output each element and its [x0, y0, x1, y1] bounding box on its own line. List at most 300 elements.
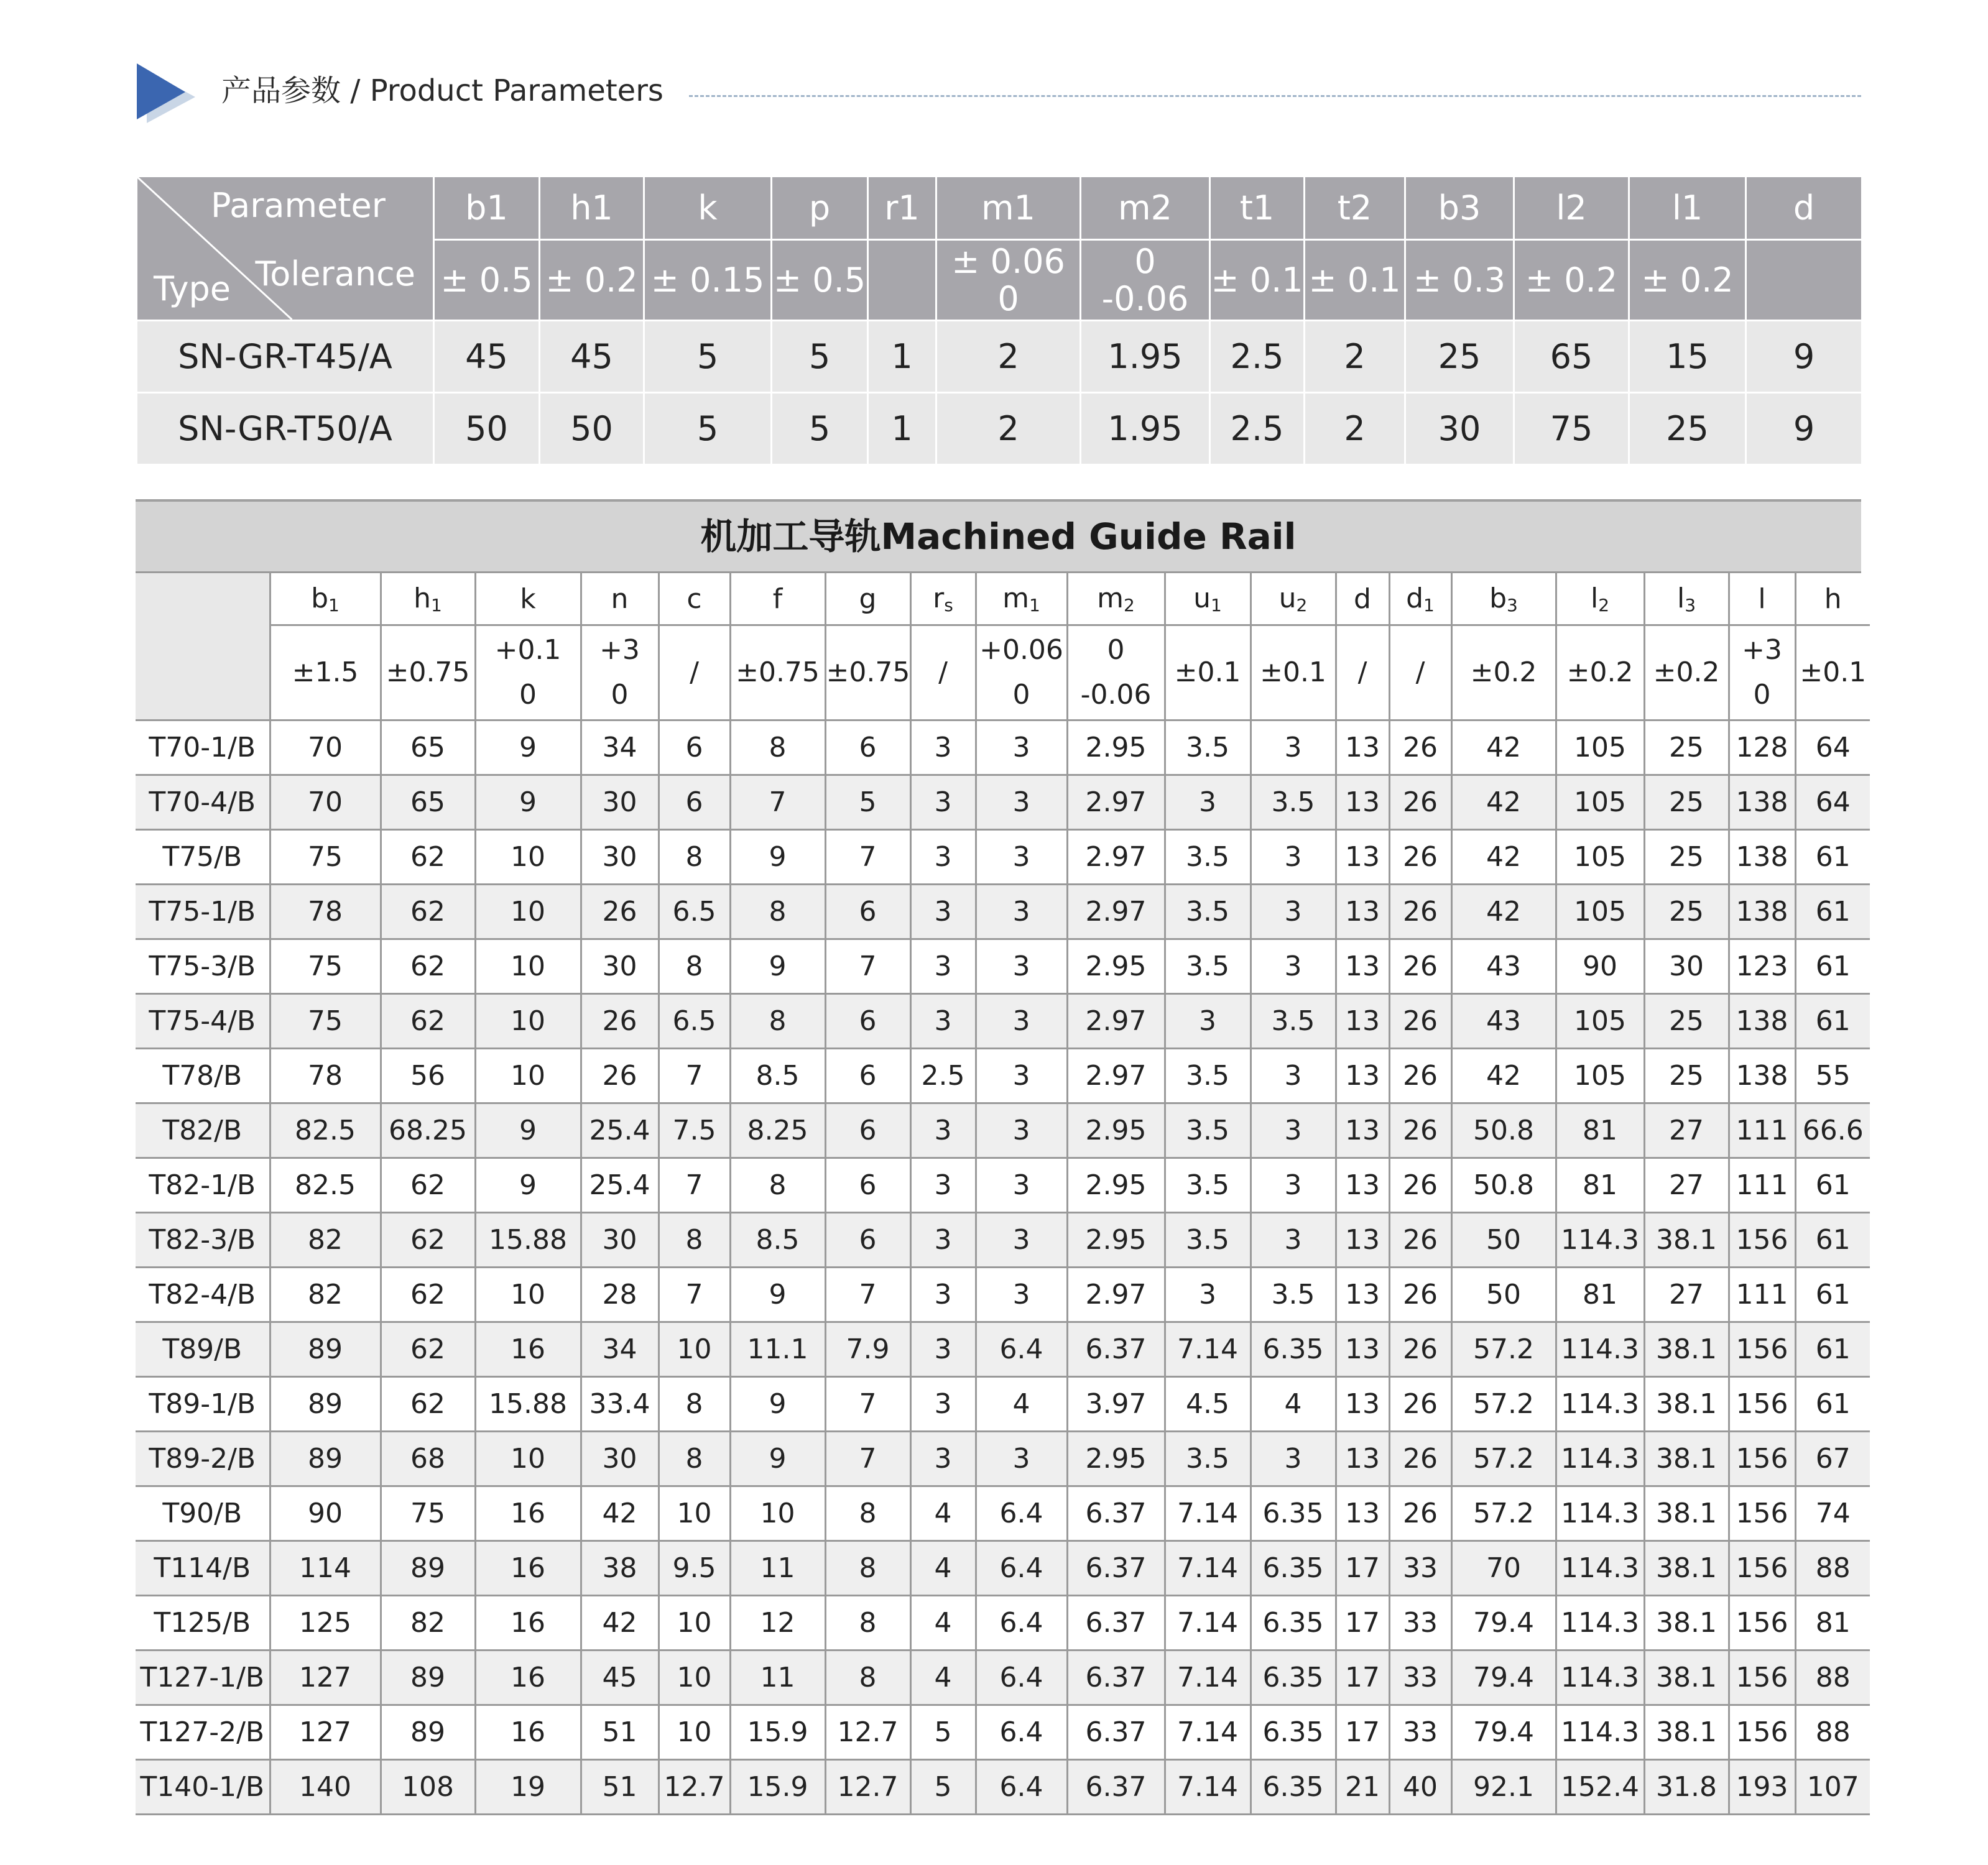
value-cell: 42 [581, 1486, 659, 1541]
value-cell: 5 [910, 1760, 976, 1815]
type-cell: T82/B [136, 1103, 270, 1158]
value-cell: 89 [270, 1377, 381, 1432]
value-cell: 2.97 [1067, 1268, 1165, 1322]
value-cell: 7.14 [1165, 1596, 1251, 1651]
value-cell: 27 [1644, 1103, 1729, 1158]
tolerance-line: ±0.1 [1260, 656, 1326, 688]
param-header-b3: b3 [1405, 177, 1514, 240]
machined-guide-rail-section [136, 499, 1867, 1815]
value-cell: 62 [381, 1213, 475, 1268]
param-base: n [611, 583, 629, 615]
value-cell: 82 [270, 1213, 381, 1268]
value-cell: 26 [1389, 1049, 1451, 1103]
value-cell: 3 [910, 830, 976, 885]
value-cell: 30 [581, 939, 659, 994]
value-cell: 3 [976, 885, 1067, 939]
value-cell: 9.5 [659, 1541, 730, 1596]
tolerance-line: 0 [1012, 679, 1030, 711]
tolerance-line: ±0.75 [736, 656, 820, 688]
value-cell: 90 [1556, 939, 1644, 994]
value-cell: 3 [1165, 775, 1251, 830]
value-cell: 13 [1336, 721, 1389, 775]
table-row [136, 1596, 1870, 1651]
value-cell: 33 [1389, 1596, 1451, 1651]
value-cell: 6.4 [976, 1596, 1067, 1651]
value-cell: 88 [1795, 1705, 1870, 1760]
type-cell: T89/B [136, 1322, 270, 1377]
value-cell: 15.9 [730, 1705, 825, 1760]
value-cell: 3 [910, 775, 976, 830]
table-row [136, 885, 1870, 939]
value-cell: 9 [730, 1268, 825, 1322]
value-cell: 3 [976, 1049, 1067, 1103]
value-cell-d: 9 [1746, 393, 1862, 465]
value-cell: 19 [475, 1760, 581, 1815]
type-cell: T82-4/B [136, 1268, 270, 1322]
value-cell: 65 [381, 775, 475, 830]
value-cell: 26 [581, 994, 659, 1049]
value-cell: 62 [381, 830, 475, 885]
value-cell: 67 [1795, 1432, 1870, 1486]
value-cell: 26 [1389, 994, 1451, 1049]
tolerance-cell [381, 625, 475, 721]
value-cell: 123 [1729, 939, 1795, 994]
value-cell: 15.88 [475, 1213, 581, 1268]
value-cell: 4 [910, 1651, 976, 1705]
value-cell: 114.3 [1556, 1651, 1644, 1705]
value-cell: 3 [1251, 939, 1336, 994]
type-cell: T127-1/B [136, 1651, 270, 1705]
value-cell: 50.8 [1451, 1103, 1556, 1158]
tolerance-cell [1795, 625, 1870, 721]
value-cell: 13 [1336, 885, 1389, 939]
param-header-h1: h1 [540, 177, 644, 240]
value-cell: 89 [381, 1705, 475, 1760]
type-cell: T75-1/B [136, 885, 270, 939]
param-base: h [414, 582, 432, 614]
value-cell: 8 [825, 1651, 910, 1705]
value-cell: 13 [1336, 1158, 1389, 1213]
value-cell: 30 [581, 1213, 659, 1268]
value-cell: 27 [1644, 1158, 1729, 1213]
tolerance-line: ± 0.06 [951, 241, 1065, 281]
value-cell-m2: 1.95 [1081, 393, 1210, 465]
value-cell: 8 [825, 1541, 910, 1596]
param-header-l [1729, 573, 1795, 625]
param-header-l3 [1644, 573, 1729, 625]
value-cell: 3 [910, 1377, 976, 1432]
value-cell: 50.8 [1451, 1158, 1556, 1213]
value-cell: 114.3 [1556, 1432, 1644, 1486]
value-cell: 88 [1795, 1651, 1870, 1705]
parameter-type-corner [137, 177, 434, 321]
value-cell: 64 [1795, 775, 1870, 830]
tolerance-cell [730, 625, 825, 721]
value-cell: 50 [1451, 1268, 1556, 1322]
value-cell: 5 [910, 1705, 976, 1760]
tolerance-line: ±0.2 [1566, 656, 1634, 688]
value-cell-b1: 50 [434, 393, 540, 465]
value-cell: 3 [910, 885, 976, 939]
value-cell: 10 [475, 994, 581, 1049]
value-cell: 88 [1795, 1541, 1870, 1596]
param-base: l [1676, 582, 1685, 614]
value-cell: 128 [1729, 721, 1795, 775]
value-cell: 75 [270, 939, 381, 994]
value-cell: 3 [976, 830, 1067, 885]
tolerance-cell [475, 625, 581, 721]
value-cell: 7 [659, 1049, 730, 1103]
tolerance-line: / [938, 656, 948, 688]
param-base: m [1002, 582, 1030, 614]
param-base: f [772, 583, 783, 615]
play-arrow-icon [136, 62, 204, 124]
value-cell: 7 [825, 1432, 910, 1486]
tolerance-line: ± 0.15 [650, 260, 765, 300]
value-cell: 3.5 [1251, 775, 1336, 830]
type-cell: SN-GR-T50/A [137, 393, 434, 465]
tolerance-cell-k [644, 240, 772, 321]
value-cell: 6 [825, 885, 910, 939]
value-cell: 45 [581, 1651, 659, 1705]
value-cell: 105 [1556, 775, 1644, 830]
value-cell: 6.35 [1251, 1760, 1336, 1815]
value-cell: 51 [581, 1760, 659, 1815]
value-cell: 8.5 [730, 1049, 825, 1103]
tolerance-line: ± 0.5 [773, 260, 866, 300]
table-row [136, 1213, 1870, 1268]
value-cell: 111 [1729, 1103, 1795, 1158]
value-cell: 81 [1795, 1596, 1870, 1651]
type-cell: T82-1/B [136, 1158, 270, 1213]
value-cell: 6 [825, 994, 910, 1049]
value-cell: 15.88 [475, 1377, 581, 1432]
value-cell: 26 [1389, 1268, 1451, 1322]
value-cell: 114.3 [1556, 1486, 1644, 1541]
tolerance-cell-h1 [540, 240, 644, 321]
type-header-cell [136, 573, 270, 721]
value-cell: 3 [1165, 994, 1251, 1049]
corner-type-label: Type [154, 269, 231, 308]
value-cell: 7 [825, 830, 910, 885]
value-cell: 62 [381, 994, 475, 1049]
value-cell: 33 [1389, 1651, 1451, 1705]
value-cell: 9 [730, 939, 825, 994]
value-cell: 3 [976, 721, 1067, 775]
value-cell: 79.4 [1451, 1705, 1556, 1760]
value-cell: 26 [1389, 1432, 1451, 1486]
tolerance-cell [1644, 625, 1729, 721]
value-cell: 10 [659, 1651, 730, 1705]
param-subscript: 2 [1296, 594, 1308, 615]
value-cell: 38.1 [1644, 1651, 1729, 1705]
param-header-d1 [1389, 573, 1451, 625]
value-cell: 156 [1729, 1596, 1795, 1651]
tolerance-cell [1165, 625, 1251, 721]
value-cell: 5 [825, 775, 910, 830]
tolerance-line: -0.06 [1101, 279, 1189, 318]
value-cell: 8 [730, 721, 825, 775]
type-cell: T125/B [136, 1596, 270, 1651]
param-header-m1 [976, 573, 1067, 625]
value-cell: 68.25 [381, 1103, 475, 1158]
value-cell: 38.1 [1644, 1486, 1729, 1541]
param-header-b3 [1451, 573, 1556, 625]
value-cell: 26 [1389, 775, 1451, 830]
value-cell-h1: 50 [540, 393, 644, 465]
param-header-h [1795, 573, 1870, 625]
value-cell: 7 [659, 1158, 730, 1213]
value-cell: 34 [581, 721, 659, 775]
param-header-k [475, 573, 581, 625]
param-base: h [1824, 583, 1842, 615]
value-cell: 92.1 [1451, 1760, 1556, 1815]
value-cell: 3 [1251, 1158, 1336, 1213]
value-cell: 111 [1729, 1158, 1795, 1213]
value-cell-l1: 15 [1629, 321, 1746, 393]
param-header-t1: t1 [1210, 177, 1305, 240]
value-cell: 61 [1795, 1158, 1870, 1213]
dashed-divider [689, 95, 1861, 97]
value-cell: 10 [475, 1049, 581, 1103]
value-cell: 156 [1729, 1322, 1795, 1377]
value-cell: 61 [1795, 1322, 1870, 1377]
value-cell: 3.5 [1251, 1268, 1336, 1322]
type-cell: T140-1/B [136, 1760, 270, 1815]
value-cell: 25.4 [581, 1103, 659, 1158]
value-cell: 43 [1451, 994, 1556, 1049]
value-cell: 3 [1165, 1268, 1251, 1322]
value-cell: 13 [1336, 1322, 1389, 1377]
value-cell: 38.1 [1644, 1377, 1729, 1432]
table-row [137, 321, 1862, 393]
value-cell: 3 [910, 1103, 976, 1158]
value-cell: 105 [1556, 1049, 1644, 1103]
type-cell: T78/B [136, 1049, 270, 1103]
type-cell: T89-1/B [136, 1377, 270, 1432]
value-cell: 12.7 [659, 1760, 730, 1815]
value-cell: 13 [1336, 775, 1389, 830]
value-cell-p: 5 [772, 393, 868, 465]
value-cell: 13 [1336, 1103, 1389, 1158]
table-row [136, 1268, 1870, 1322]
value-cell: 62 [381, 1377, 475, 1432]
table-row [136, 994, 1870, 1049]
param-subscript: 3 [1507, 594, 1518, 615]
value-cell: 2.95 [1067, 1432, 1165, 1486]
value-cell: 6 [659, 721, 730, 775]
value-cell: 8 [659, 939, 730, 994]
param-header-d: d [1746, 177, 1862, 240]
value-cell: 9 [475, 1103, 581, 1158]
value-cell: 25.4 [581, 1158, 659, 1213]
value-cell: 6.4 [976, 1760, 1067, 1815]
value-cell: 156 [1729, 1377, 1795, 1432]
value-cell: 33 [1389, 1541, 1451, 1596]
tolerance-cell-p [772, 240, 868, 321]
value-cell: 13 [1336, 1377, 1389, 1432]
value-cell: 11 [730, 1541, 825, 1596]
value-cell-l2: 65 [1514, 321, 1629, 393]
value-cell: 3.5 [1165, 1158, 1251, 1213]
value-cell: 79.4 [1451, 1596, 1556, 1651]
value-cell: 25 [1644, 721, 1729, 775]
value-cell: 38 [581, 1541, 659, 1596]
value-cell: 25 [1644, 994, 1729, 1049]
param-subscript: s [944, 594, 953, 615]
value-cell: 89 [270, 1322, 381, 1377]
param-base: l [1590, 582, 1599, 614]
tolerance-cell-l2 [1514, 240, 1629, 321]
value-cell: 13 [1336, 939, 1389, 994]
value-cell: 3.5 [1165, 1432, 1251, 1486]
value-cell: 70 [270, 775, 381, 830]
value-cell: 114 [270, 1541, 381, 1596]
value-cell: 38.1 [1644, 1213, 1729, 1268]
value-cell: 26 [1389, 1158, 1451, 1213]
tolerance-line: +3 [599, 634, 640, 666]
tolerance-cell [1729, 625, 1795, 721]
value-cell: 10 [475, 939, 581, 994]
value-cell: 6.4 [976, 1541, 1067, 1596]
value-cell: 6.5 [659, 885, 730, 939]
value-cell: 3 [976, 1213, 1067, 1268]
value-cell: 79.4 [1451, 1651, 1556, 1705]
param-header-f [730, 573, 825, 625]
value-cell: 9 [475, 775, 581, 830]
value-cell: 38.1 [1644, 1541, 1729, 1596]
value-cell: 42 [1451, 775, 1556, 830]
value-cell: 3.5 [1165, 939, 1251, 994]
value-cell: 62 [381, 885, 475, 939]
value-cell: 13 [1336, 1268, 1389, 1322]
param-base: u [1278, 582, 1297, 614]
value-cell: 6 [825, 1158, 910, 1213]
value-cell: 8.5 [730, 1213, 825, 1268]
value-cell: 105 [1556, 721, 1644, 775]
param-subscript: 1 [1423, 594, 1435, 615]
value-cell: 40 [1389, 1760, 1451, 1815]
value-cell: 16 [475, 1541, 581, 1596]
value-cell: 30 [581, 830, 659, 885]
value-cell: 7.14 [1165, 1541, 1251, 1596]
param-header-b1 [270, 573, 381, 625]
tolerance-cell-r1 [868, 240, 936, 321]
value-cell: 2.95 [1067, 1103, 1165, 1158]
value-cell: 8 [730, 1158, 825, 1213]
tolerance-line: ± 0.1 [1308, 260, 1401, 300]
tolerance-line: ± 0.2 [1525, 260, 1618, 300]
value-cell: 31.8 [1644, 1760, 1729, 1815]
value-cell: 8 [659, 1213, 730, 1268]
value-cell: 4 [976, 1377, 1067, 1432]
value-cell: 70 [1451, 1541, 1556, 1596]
tolerance-line: +3 [1742, 634, 1782, 666]
tolerance-cell [1389, 625, 1451, 721]
value-cell: 6.37 [1067, 1705, 1165, 1760]
tolerance-line: ±0.75 [826, 656, 910, 688]
value-cell: 38.1 [1644, 1432, 1729, 1486]
value-cell: 75 [270, 830, 381, 885]
value-cell: 7.9 [825, 1322, 910, 1377]
value-cell: 138 [1729, 775, 1795, 830]
value-cell: 2.95 [1067, 1213, 1165, 1268]
tolerance-line: ± 0.2 [545, 260, 638, 300]
value-cell: 3 [976, 939, 1067, 994]
table-row [136, 1103, 1870, 1158]
value-cell: 26 [1389, 1213, 1451, 1268]
value-cell: 3.5 [1165, 830, 1251, 885]
section-title: 产品参数 / Product Parameters [221, 73, 663, 108]
value-cell: 156 [1729, 1213, 1795, 1268]
value-cell: 4 [1251, 1377, 1336, 1432]
tolerance-cell [581, 625, 659, 721]
type-cell: T89-2/B [136, 1432, 270, 1486]
tolerance-cell-t2 [1305, 240, 1405, 321]
value-cell: 57.2 [1451, 1432, 1556, 1486]
value-cell: 3 [910, 1322, 976, 1377]
value-cell: 61 [1795, 830, 1870, 885]
value-cell: 3 [910, 721, 976, 775]
tolerance-cell-m2 [1081, 240, 1210, 321]
value-cell: 26 [1389, 939, 1451, 994]
value-cell: 61 [1795, 994, 1870, 1049]
value-cell: 50 [1451, 1213, 1556, 1268]
tolerance-cell [1251, 625, 1336, 721]
value-cell: 42 [1451, 1049, 1556, 1103]
value-cell: 3.5 [1165, 1049, 1251, 1103]
value-cell: 26 [1389, 885, 1451, 939]
value-cell: 6.35 [1251, 1596, 1336, 1651]
value-cell: 9 [475, 721, 581, 775]
value-cell: 2.97 [1067, 775, 1165, 830]
value-cell: 82.5 [270, 1158, 381, 1213]
tolerance-cell [976, 625, 1067, 721]
table-row [136, 830, 1870, 885]
value-cell: 138 [1729, 994, 1795, 1049]
value-cell: 26 [1389, 1322, 1451, 1377]
tolerance-cell-b3 [1405, 240, 1514, 321]
value-cell-p: 5 [772, 321, 868, 393]
value-cell: 4 [910, 1486, 976, 1541]
value-cell: 156 [1729, 1541, 1795, 1596]
tolerance-line: ±0.2 [1653, 656, 1720, 688]
value-cell: 61 [1795, 1213, 1870, 1268]
param-header-m2: m2 [1081, 177, 1210, 240]
type-cell: SN-GR-T45/A [137, 321, 434, 393]
param-subscript: 3 [1685, 594, 1696, 615]
tolerance-cell [1067, 625, 1165, 721]
param-base: l [1758, 583, 1766, 615]
value-cell: 3 [976, 994, 1067, 1049]
value-cell: 13 [1336, 1432, 1389, 1486]
product-parameters-table [136, 175, 1863, 466]
value-cell: 2.95 [1067, 939, 1165, 994]
value-cell: 13 [1336, 1049, 1389, 1103]
value-cell: 7.5 [659, 1103, 730, 1158]
value-cell: 111 [1729, 1268, 1795, 1322]
value-cell: 7 [730, 775, 825, 830]
value-cell: 13 [1336, 994, 1389, 1049]
param-header-u2 [1251, 573, 1336, 625]
value-cell: 2.5 [910, 1049, 976, 1103]
machined-guide-rail-table [136, 573, 1870, 1815]
value-cell: 26 [1389, 830, 1451, 885]
value-cell: 7.14 [1165, 1651, 1251, 1705]
value-cell: 2.95 [1067, 721, 1165, 775]
value-cell-r1: 1 [868, 393, 936, 465]
value-cell: 6.5 [659, 994, 730, 1049]
